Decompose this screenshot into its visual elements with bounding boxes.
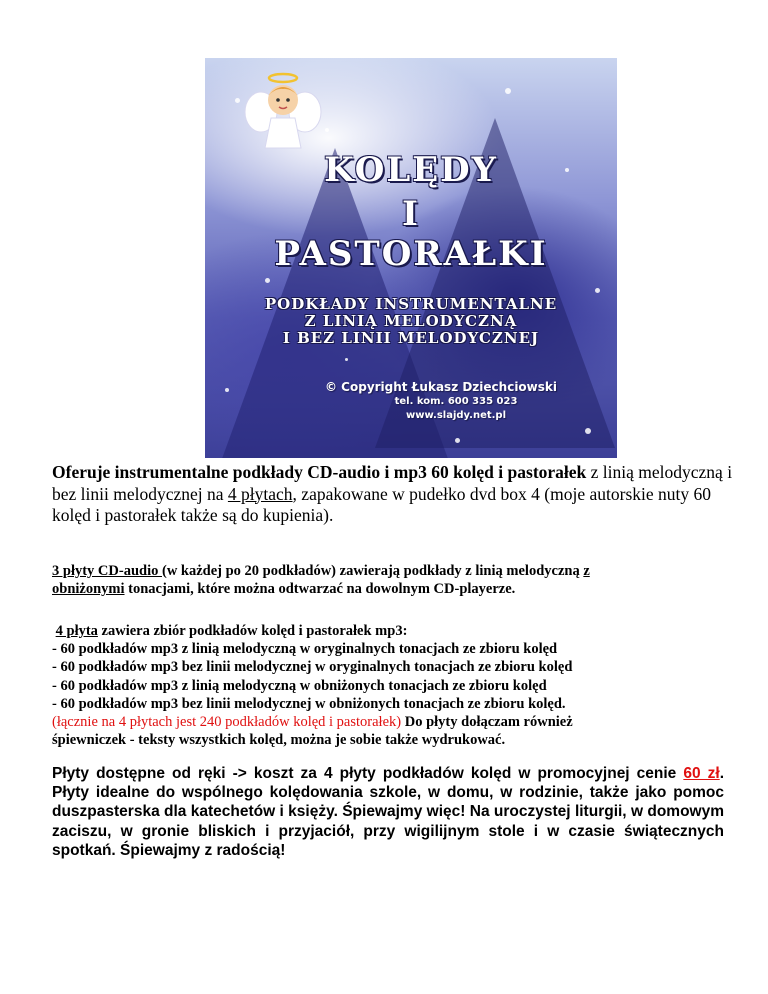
cover-phone: tel. kom. 600 335 023 xyxy=(394,396,518,407)
offer-text-b: . Płyty idealne do wspólnego kolędowania szkole, w domu, w rodzinie, także jako pomoc duszpasterska dla katechetów i księży. Śpiewajmy więc! Na uroczystej liturgii, w domowym zaciszu, w gronie bliskich i przyjaciół, przy wigilijnym stole i w czasie świątecznych spotkań. Śpiewajmy z radością! xyxy=(52,765,724,859)
intro-text-b: , zapakowane w pudełko dvd box 4 (moje autorskie nuty 60 kolęd i pastorałek także są do kupienia). xyxy=(52,483,711,525)
cds-underlined-lead: 3 płyty CD-audio xyxy=(52,563,162,579)
cds-text-b: tonacjami, które można odtwarzać na dowolnym CD-playerze. xyxy=(124,581,516,597)
cover-title-line2: I xyxy=(402,194,420,234)
offer-paragraph xyxy=(52,764,724,860)
cover-copyright: © Copyright Łukasz Dziechciowski xyxy=(325,380,557,394)
list-item: - 60 podkładów mp3 z linią melodyczną w oryginalnych tonacjach ze zbioru kolęd xyxy=(52,641,558,658)
cover-image xyxy=(205,58,617,458)
offer-text-a: Płyty dostępne od ręki -> koszt za 4 płyty podkładów kolęd w promocyjnej cenie xyxy=(52,765,684,782)
cds-underlined-obnizonymi: obniżonymi xyxy=(52,581,125,597)
price-value: 60 zł xyxy=(683,765,720,782)
disc4-header-text: zawiera zbiór podkładów kolęd i pastorałek mp3: xyxy=(97,623,408,639)
disc4-note-line xyxy=(52,713,742,731)
disc4-underlined-lead: 4 płyta xyxy=(55,623,98,639)
disc4-header xyxy=(52,622,742,640)
cover-title-line1: KOLĘDY xyxy=(324,150,498,190)
disc4-tail-a: Do płyty dołączam również xyxy=(401,714,573,731)
disc4-red-note: (łącznie na 4 płytach jest 240 podkładów kolęd i pastorałek) xyxy=(52,714,402,731)
cover-website: www.slajdy.net.pl xyxy=(405,410,507,421)
intro-text-a: z linią melodyczną i bez linii melodycznej na xyxy=(52,462,733,504)
intro-bold-lead: Oferuje instrumentalne podkłady CD-audio i mp3 60 kolęd i pastorałek xyxy=(52,462,587,482)
disc4-section xyxy=(52,622,742,749)
intro-underlined: 4 płytach xyxy=(227,483,293,504)
list-item: - 60 podkładów mp3 bez linii melodycznej w obniżonych tonacjach ze zbioru kolęd. xyxy=(52,695,566,712)
disc4-tail-b: śpiewniczek - teksty wszystkich kolęd, można je sobie także wydrukować. xyxy=(52,732,506,749)
intro-paragraph xyxy=(52,462,742,527)
list-item: - 60 podkładów mp3 z linią melodyczną w obniżonych tonacjach ze zbioru kolęd xyxy=(52,677,547,694)
cds-underlined-z: z xyxy=(583,563,590,579)
angel-icon xyxy=(243,70,323,150)
cover-title-line3: PASTORAŁKI xyxy=(274,234,548,274)
list-item: - 60 podkładów mp3 bez linii melodycznej w oryginalnych tonacjach ze zbioru kolęd xyxy=(52,659,573,676)
cover-subtitle-line3: I BEZ LINII MELODYCZNEJ xyxy=(282,329,540,347)
cover-subtitle-line2: Z LINIĄ MELODYCZNĄ xyxy=(304,312,518,330)
cover-subtitle-line1: PODKŁADY INSTRUMENTALNE xyxy=(264,295,558,313)
cds-paragraph xyxy=(52,562,742,598)
cds-text-a: (w każdej po 20 podkładów) zawierają podkłady z linią melodyczną xyxy=(161,563,584,579)
